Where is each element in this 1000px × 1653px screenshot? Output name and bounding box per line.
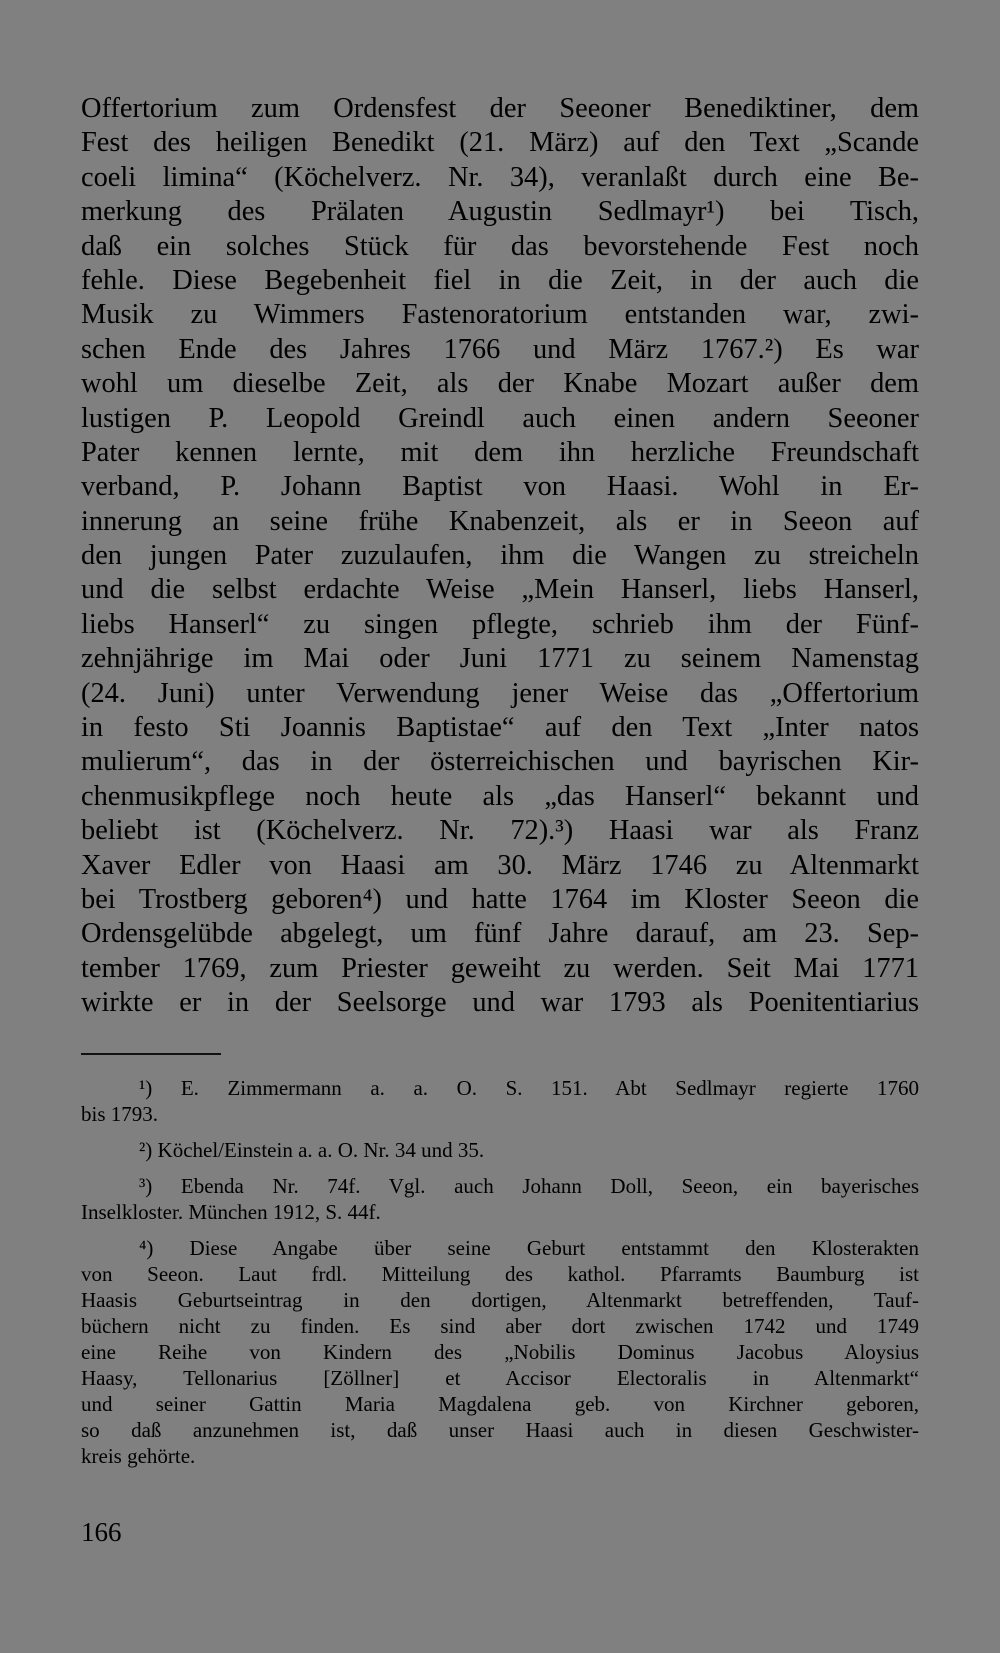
footnote-line: und seiner Gattin Maria Magdalena geb. von Kirchner geboren, bbox=[81, 1392, 919, 1416]
body-line: in festo Sti Joannis Baptistae“ auf den Text „Inter natos bbox=[81, 712, 919, 744]
body-line: (24. Juni) unter Verwendung jener Weise das „Offertorium bbox=[81, 677, 919, 709]
body-line: merkung des Prälaten Augustin Sedlmayr¹) bei Tisch, bbox=[81, 196, 919, 228]
footnote-1 bbox=[81, 1075, 919, 1127]
body-line: lustigen P. Leopold Greindl auch einen andern Seeoner bbox=[81, 402, 919, 434]
body-line: liebs Hanserl“ zu singen pflegte, schrieb ihm der Fünf- bbox=[81, 608, 919, 640]
body-line: beliebt ist (Köchelverz. Nr. 72).³) Haasi war als Franz bbox=[81, 815, 919, 847]
body-line: wohl um dieselbe Zeit, als der Knabe Mozart außer dem bbox=[81, 368, 919, 400]
body-line: wirkte er in der Seelsorge und war 1793 als Poenitentiarius bbox=[81, 987, 919, 1019]
body-line: Xaver Edler von Haasi am 30. März 1746 zu Altenmarkt bbox=[81, 849, 919, 881]
footnote-line: ³) Ebenda Nr. 74f. Vgl. auch Johann Doll, Seeon, ein bayerisches bbox=[139, 1174, 919, 1198]
footnote-line: büchern nicht zu finden. Es sind aber dort zwischen 1742 und 1749 bbox=[81, 1314, 919, 1338]
body-line: Ordensgelübde abgelegt, um fünf Jahre darauf, am 23. Sep- bbox=[81, 918, 919, 950]
footnotes bbox=[81, 1075, 919, 1479]
body-line: Pater kennen lernte, mit dem ihn herzliche Freundschaft bbox=[81, 436, 919, 468]
footnote-2 bbox=[81, 1137, 919, 1163]
body-line: chenmusikpflege noch heute als „das Hanserl“ bekannt und bbox=[81, 780, 919, 812]
body-line: Musik zu Wimmers Fastenoratorium entstanden war, zwi- bbox=[81, 299, 919, 331]
footnote-line: so daß anzunehmen ist, daß unser Haasi auch in diesen Geschwister- bbox=[81, 1418, 919, 1442]
footnote-line: von Seeon. Laut frdl. Mitteilung des kathol. Pfarramts Baumburg ist bbox=[81, 1262, 919, 1286]
body-line: schen Ende des Jahres 1766 und März 1767.²) Es war bbox=[81, 333, 919, 365]
footnote-line: Haasy, Tellonarius [Zöllner] et Accisor Electoralis in Altenmarkt“ bbox=[81, 1366, 919, 1390]
body-line: mulierum“, das in der österreichischen und bayrischen Kir- bbox=[81, 746, 919, 778]
body-line: daß ein solches Stück für das bevorstehende Fest noch bbox=[81, 230, 919, 262]
footnote-line: ⁴) Diese Angabe über seine Geburt entstammt den Klosterakten bbox=[139, 1236, 919, 1260]
footnote-line: Inselkloster. München 1912, S. 44f. bbox=[81, 1200, 381, 1224]
body-line: und die selbst erdachte Weise „Mein Hanserl, liebs Hanserl, bbox=[81, 574, 919, 606]
footnote-line: ¹) E. Zimmermann a. a. O. S. 151. Abt Sedlmayr regierte 1760 bbox=[139, 1076, 919, 1100]
footnote-line: bis 1793. bbox=[81, 1102, 159, 1126]
footnote-3 bbox=[81, 1173, 919, 1225]
body-line: fehle. Diese Begebenheit fiel in die Zeit, in der auch die bbox=[81, 264, 919, 296]
body-line: verband, P. Johann Baptist von Haasi. Wohl in Er- bbox=[81, 471, 919, 503]
footnote-divider bbox=[81, 1053, 221, 1055]
body-line: tember 1769, zum Priester geweiht zu werden. Seit Mai 1771 bbox=[81, 952, 919, 984]
footnote-line: eine Reihe von Kindern des „Nobilis Dominus Jacobus Aloysius bbox=[81, 1340, 919, 1364]
footnote-line: Haasis Geburtseintrag in den dortigen, Altenmarkt betreffenden, Tauf- bbox=[81, 1288, 919, 1312]
body-line: den jungen Pater zuzulaufen, ihm die Wangen zu streicheln bbox=[81, 540, 919, 572]
body-line: innerung an seine frühe Knabenzeit, als er in Seeon auf bbox=[81, 505, 919, 537]
footnote-line: kreis gehörte. bbox=[81, 1444, 196, 1468]
body-line: Fest des heiligen Benedikt (21. März) auf den Text „Scande bbox=[81, 127, 919, 159]
body-line: bei Trostberg geboren⁴) und hatte 1764 im Kloster Seeon die bbox=[81, 883, 919, 915]
body-line: coeli limina“ (Köchelverz. Nr. 34), veranlaßt durch eine Be- bbox=[81, 161, 919, 193]
footnote-line: ²) Köchel/Einstein a. a. O. Nr. 34 und 35. bbox=[139, 1138, 485, 1162]
body-line: zehnjährige im Mai oder Juni 1771 zu seinem Namenstag bbox=[81, 643, 919, 675]
main-text bbox=[81, 92, 919, 1021]
body-line: Offertorium zum Ordensfest der Seeoner Benediktiner, dem bbox=[81, 93, 919, 124]
page-number: 166 bbox=[81, 1517, 122, 1547]
footnote-4 bbox=[81, 1235, 919, 1469]
